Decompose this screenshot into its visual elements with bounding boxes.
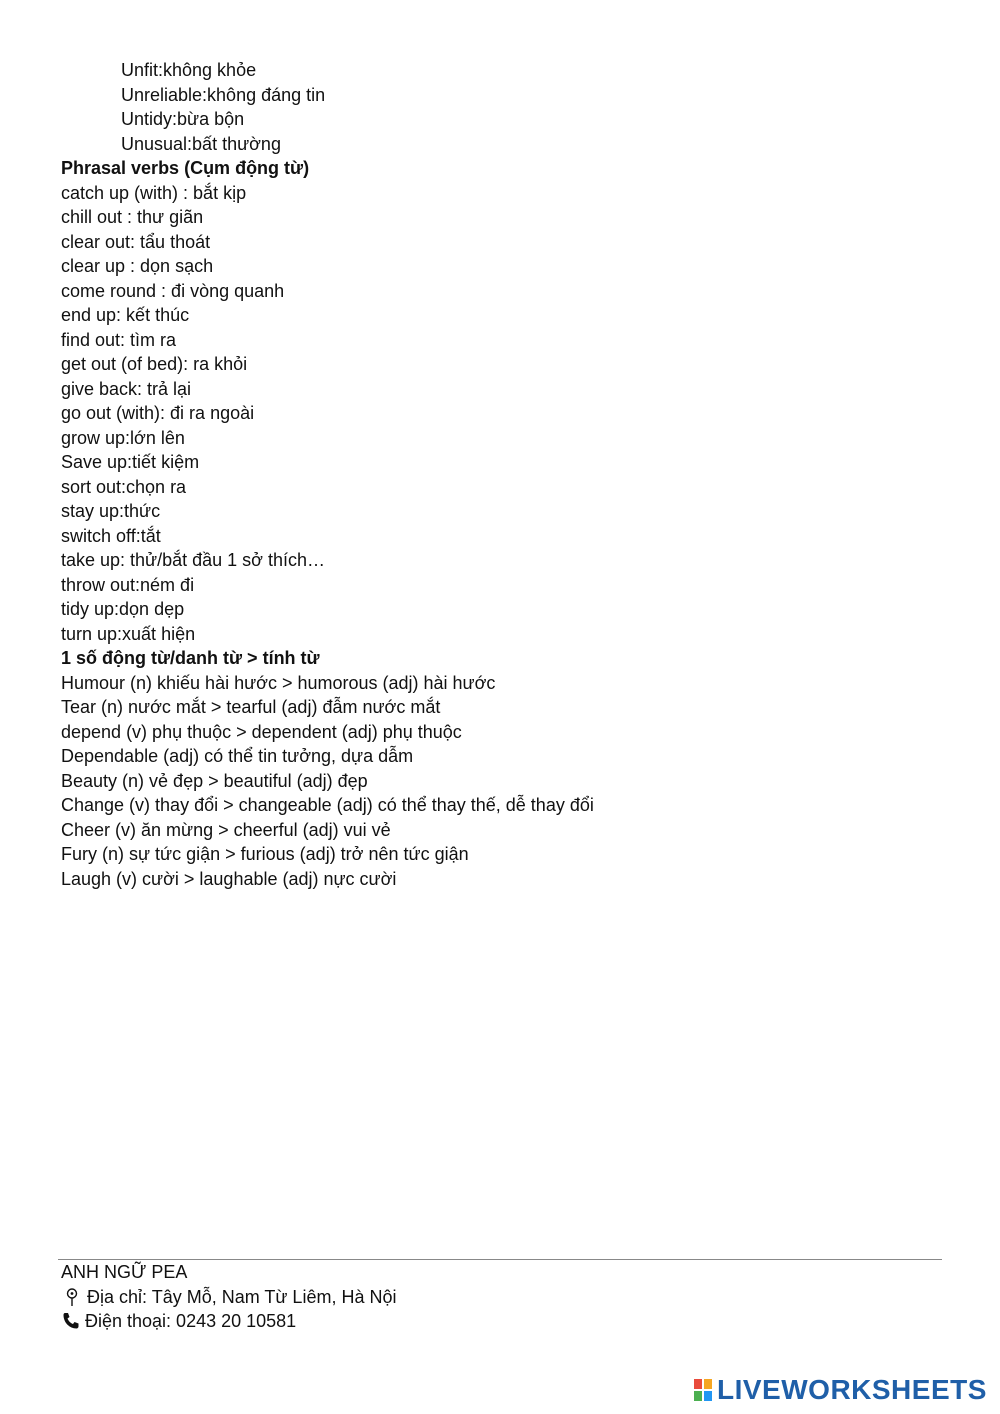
word-form-item: Dependable (adj) có thể tin tưởng, dựa dẫm <box>61 746 414 766</box>
phrasal-verb-item: sort out:chọn ra <box>61 476 187 497</box>
footer-phone-row <box>61 1309 941 1334</box>
liveworksheets-logo <box>693 1376 987 1404</box>
word-form-item: Tear (n) nước mắt > tearful (adj) đẫm nước mắt <box>61 697 441 717</box>
phrasal-verb-item: grow up:lớn lên <box>61 427 185 448</box>
footer-org-name: ANH NGỮ PEA <box>61 1262 188 1282</box>
phrasal-verb-item: find out: tìm ra <box>61 329 177 350</box>
phrasal-verb-item: go out (with): đi ra ngoài <box>61 403 255 423</box>
phrasal-verb-item: clear out: tẩu thoát <box>61 231 211 252</box>
phrasal-verb-item: turn up:xuất hiện <box>61 623 196 644</box>
phrasal-verb-item: take up: thử/bắt đầu 1 sở thích… <box>61 550 326 570</box>
word-form-item: Humour (n) khiếu hài hước > humorous (adj) hài hước <box>61 672 496 693</box>
phrasal-verb-item: give back: trả lại <box>61 378 192 399</box>
vocab-item: Untidy:bừa bộn <box>121 109 245 129</box>
word-form-item: depend (v) phụ thuộc > dependent (adj) phụ thuộc <box>61 721 462 742</box>
word-form-item: Cheer (v) ăn mừng > cheerful (adj) vui vẻ <box>61 819 391 840</box>
phrasal-verb-item: clear up : dọn sạch <box>61 256 214 276</box>
main-content <box>61 58 941 891</box>
word-form-item: Beauty (n) vẻ đẹp > beautiful (adj) đẹp <box>61 770 368 791</box>
phrasal-verb-item: get out (of bed): ra khỏi <box>61 354 248 374</box>
word-form-item: Laugh (v) cười > laughable (adj) nực cười <box>61 868 397 889</box>
phrasal-verb-item: stay up:thức <box>61 501 161 521</box>
vocab-item: Unusual:bất thường <box>121 133 281 154</box>
footer-address: Địa chỉ: Tây Mỗ, Nam Từ Liêm, Hà Nội <box>87 1286 397 1307</box>
phrasal-verb-item: switch off:tắt <box>61 525 161 546</box>
map-pin-icon <box>61 1287 83 1307</box>
footer <box>61 1260 941 1334</box>
phrasal-verb-item: end up: kết thúc <box>61 305 190 325</box>
vocab-item: Unreliable:không đáng tin <box>121 84 326 105</box>
liveworksheets-mark-icon <box>693 1378 713 1402</box>
phrasal-verb-item: tidy up:dọn dẹp <box>61 599 185 619</box>
section-heading-word-forms: 1 số động từ/danh từ > tính từ <box>61 648 320 668</box>
footer-phone: Điện thoại: 0243 20 10581 <box>85 1311 297 1331</box>
vocab-item: Unfit:không khỏe <box>121 60 257 80</box>
word-form-item: Fury (n) sự tức giận > furious (adj) trở nên tức giận <box>61 844 469 864</box>
word-form-item: Change (v) thay đổi > changeable (adj) có thể thay thế, dễ thay đổi <box>61 795 594 815</box>
phrasal-verb-item: chill out : thư giãn <box>61 207 204 227</box>
phrasal-verb-item: catch up (with) : bắt kịp <box>61 182 247 203</box>
section-heading-phrasal-verbs: Phrasal verbs (Cụm động từ) <box>61 158 310 178</box>
liveworksheets-wordmark: LIVEWORKSHEETS <box>717 1374 987 1405</box>
phrasal-verb-item: Save up:tiết kiệm <box>61 452 200 472</box>
phrasal-verb-item: throw out:ném đi <box>61 574 195 595</box>
phone-icon <box>61 1311 81 1331</box>
phrasal-verb-item: come round : đi vòng quanh <box>61 280 285 301</box>
footer-address-row <box>61 1285 941 1310</box>
